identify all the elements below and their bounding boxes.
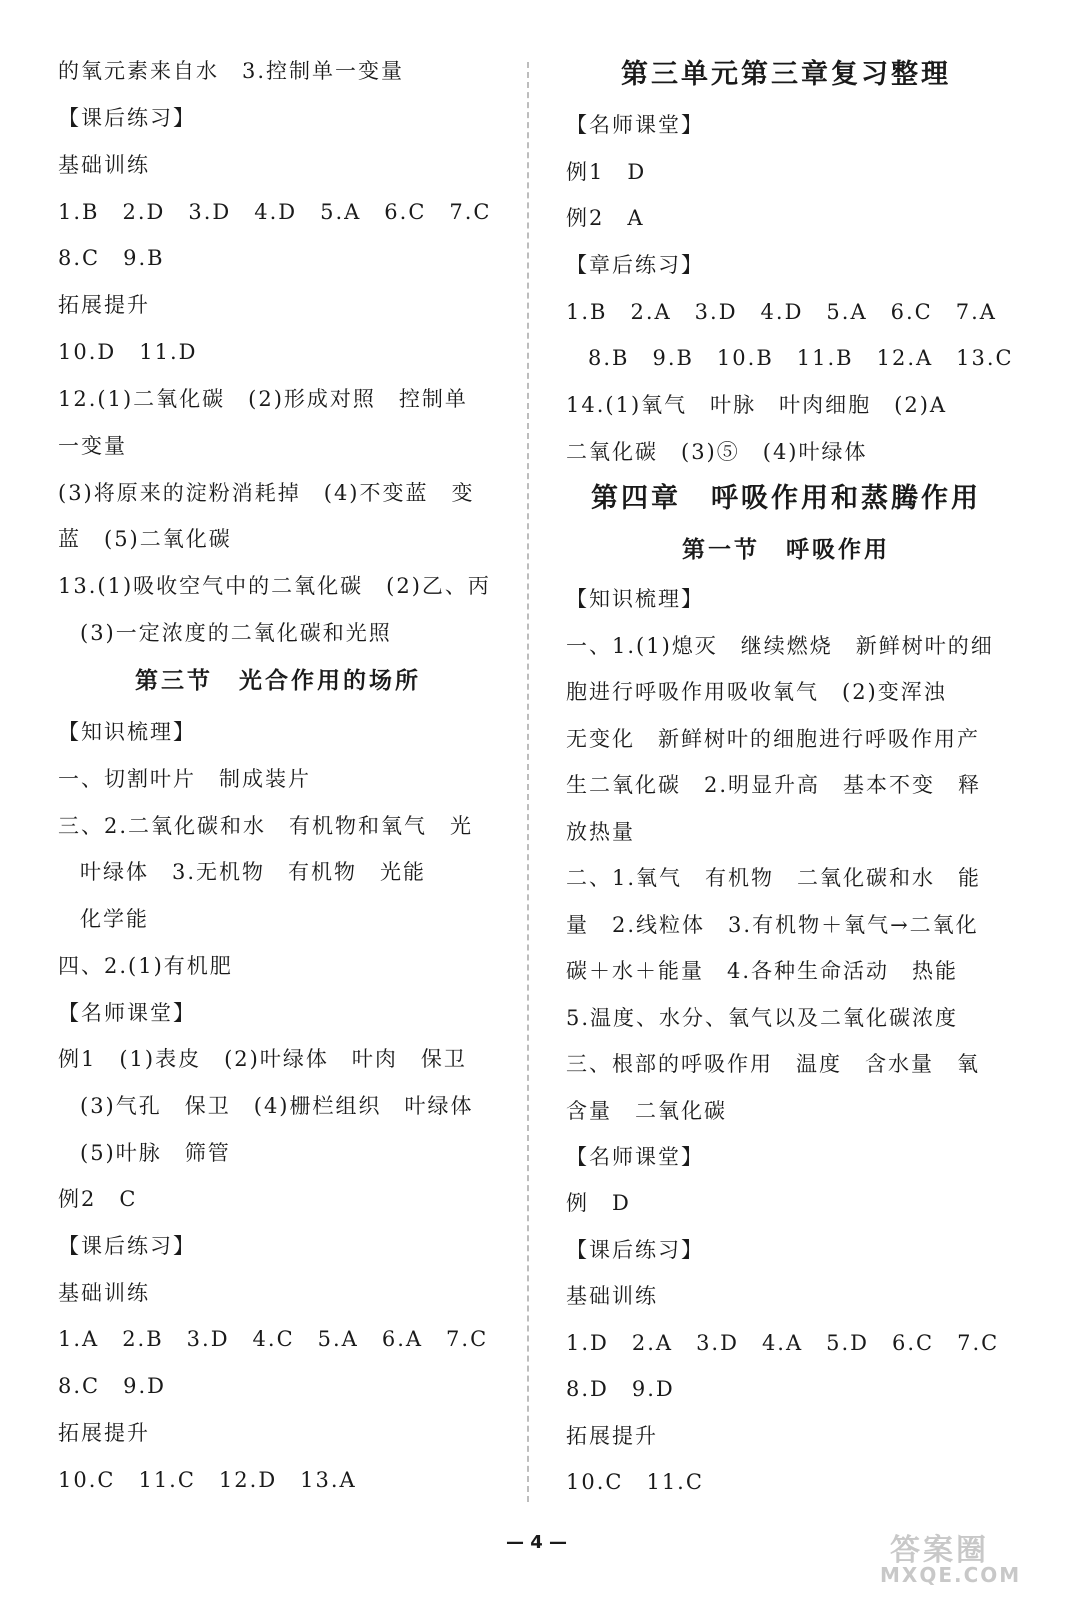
answer-line: 化学能 [80, 907, 149, 931]
section-label: 【知识梳理】 [566, 587, 704, 611]
answer-line: (3)一定浓度的二氧化碳和光照 [80, 621, 392, 645]
section-label: 拓展提升 [58, 1421, 150, 1445]
answer-line: 10.C 11.C 12.D 13.A [58, 1468, 357, 1492]
answer-line: 例2 A [566, 206, 645, 230]
answer-line: 8.C 9.D [58, 1374, 166, 1398]
answer-line: 四、2.(1)有机肥 [58, 954, 233, 978]
answer-line: 1.D 2.A 3.D 4.A 5.D 6.C 7.C [566, 1331, 1000, 1355]
section-label: 【知识梳理】 [58, 720, 196, 744]
section-label: 【章后练习】 [566, 253, 704, 277]
answer-line: 10.D 11.D [58, 340, 198, 364]
answer-line: 一变量 [58, 434, 127, 458]
answer-line: 生二氧化碳 2.明显升高 基本不变 释 [566, 773, 982, 797]
answer-line: 例1 D [566, 160, 647, 184]
answer-line: 二氧化碳 (3)⑤ (4)叶绿体 [566, 440, 868, 464]
answer-line: 胞进行呼吸作用吸收氧气 (2)变浑浊 [566, 680, 947, 704]
answer-line: 量 2.线粒体 3.有机物＋氧气→二氧化 [566, 913, 979, 937]
section-label: 【课后练习】 [58, 106, 196, 130]
chapter-title: 第四章 呼吸作用和蒸腾作用 [591, 483, 981, 514]
answer-line: 8.B 9.B 10.B 11.B 12.A 13.C [588, 346, 1014, 370]
section-label: 基础训练 [58, 1281, 150, 1305]
answer-line: 三、2.二氧化碳和水 有机物和氧气 光 [58, 814, 474, 838]
answer-line: (3)气孔 保卫 (4)栅栏组织 叶绿体 [80, 1094, 474, 1118]
answer-line: 8.C 9.B [58, 246, 165, 270]
answer-line: 含量 二氧化碳 [566, 1099, 727, 1123]
answer-line: 13.(1)吸收空气中的二氧化碳 (2)乙、丙 [58, 574, 491, 598]
answer-line: 5.温度、水分、氧气以及二氧化碳浓度 [566, 1006, 959, 1030]
answer-line: 1.A 2.B 3.D 4.C 5.A 6.A 7.C [58, 1327, 489, 1351]
answer-line: 例1 (1)表皮 (2)叶绿体 叶肉 保卫 [58, 1047, 467, 1071]
answer-line: 例2 C [58, 1187, 138, 1211]
answer-line: 14.(1)氧气 叶脉 叶肉细胞 (2)A [566, 393, 948, 417]
section-title: 第三节 光合作用的场所 [135, 667, 421, 694]
answer-line: 二、1.氧气 有机物 二氧化碳和水 能 [566, 866, 982, 890]
section-label: 拓展提升 [58, 293, 150, 317]
section-label: 【名师课堂】 [58, 1001, 196, 1025]
answer-line: 1.B 2.A 3.D 4.D 5.A 6.C 7.A [566, 300, 997, 324]
answer-line: 8.D 9.D [566, 1377, 675, 1401]
watermark-title: 答案圈 [890, 1533, 989, 1568]
answer-line: (3)将原来的淀粉消耗掉 (4)不变蓝 变 [58, 481, 475, 505]
answer-line: 三、根部的呼吸作用 温度 含水量 氧 [566, 1052, 980, 1076]
section-label: 基础训练 [566, 1284, 658, 1308]
answer-line: (5)叶脉 筛管 [80, 1141, 231, 1165]
answer-line: 碳＋水＋能量 4.各种生命活动 热能 [566, 959, 959, 983]
section-label: 基础训练 [58, 153, 150, 177]
chapter-title: 第三单元第三章复习整理 [621, 59, 951, 90]
watermark [880, 1525, 1040, 1585]
section-title: 第一节 呼吸作用 [682, 536, 890, 563]
column-divider [527, 62, 529, 1502]
answer-line: 一、切割叶片 制成装片 [58, 767, 311, 791]
answer-line: 一、1.(1)熄灭 继续燃烧 新鲜树叶的细 [566, 634, 994, 658]
answer-line: 1.B 2.D 3.D 4.D 5.A 6.C 7.C [58, 200, 492, 224]
section-label: 【名师课堂】 [566, 113, 704, 137]
section-label: 【课后练习】 [566, 1238, 704, 1262]
page-number: — 4 — [505, 1532, 568, 1553]
answer-line: 叶绿体 3.无机物 有机物 光能 [80, 860, 427, 884]
answer-line: 12.(1)二氧化碳 (2)形成对照 控制单 [58, 387, 468, 411]
answer-line: 例 D [566, 1191, 631, 1215]
section-label: 拓展提升 [566, 1424, 658, 1448]
answer-line: 放热量 [566, 820, 635, 844]
watermark-url: MXQE.COM [880, 1563, 1022, 1587]
answer-line: 蓝 (5)二氧化碳 [58, 527, 232, 551]
text-line: 的氧元素来自水 3.控制单一变量 [58, 59, 405, 83]
section-label: 【名师课堂】 [566, 1145, 704, 1169]
answer-line: 10.C 11.C [566, 1470, 704, 1494]
answer-line: 无变化 新鲜树叶的细胞进行呼吸作用产 [566, 727, 980, 751]
section-label: 【课后练习】 [58, 1234, 196, 1258]
